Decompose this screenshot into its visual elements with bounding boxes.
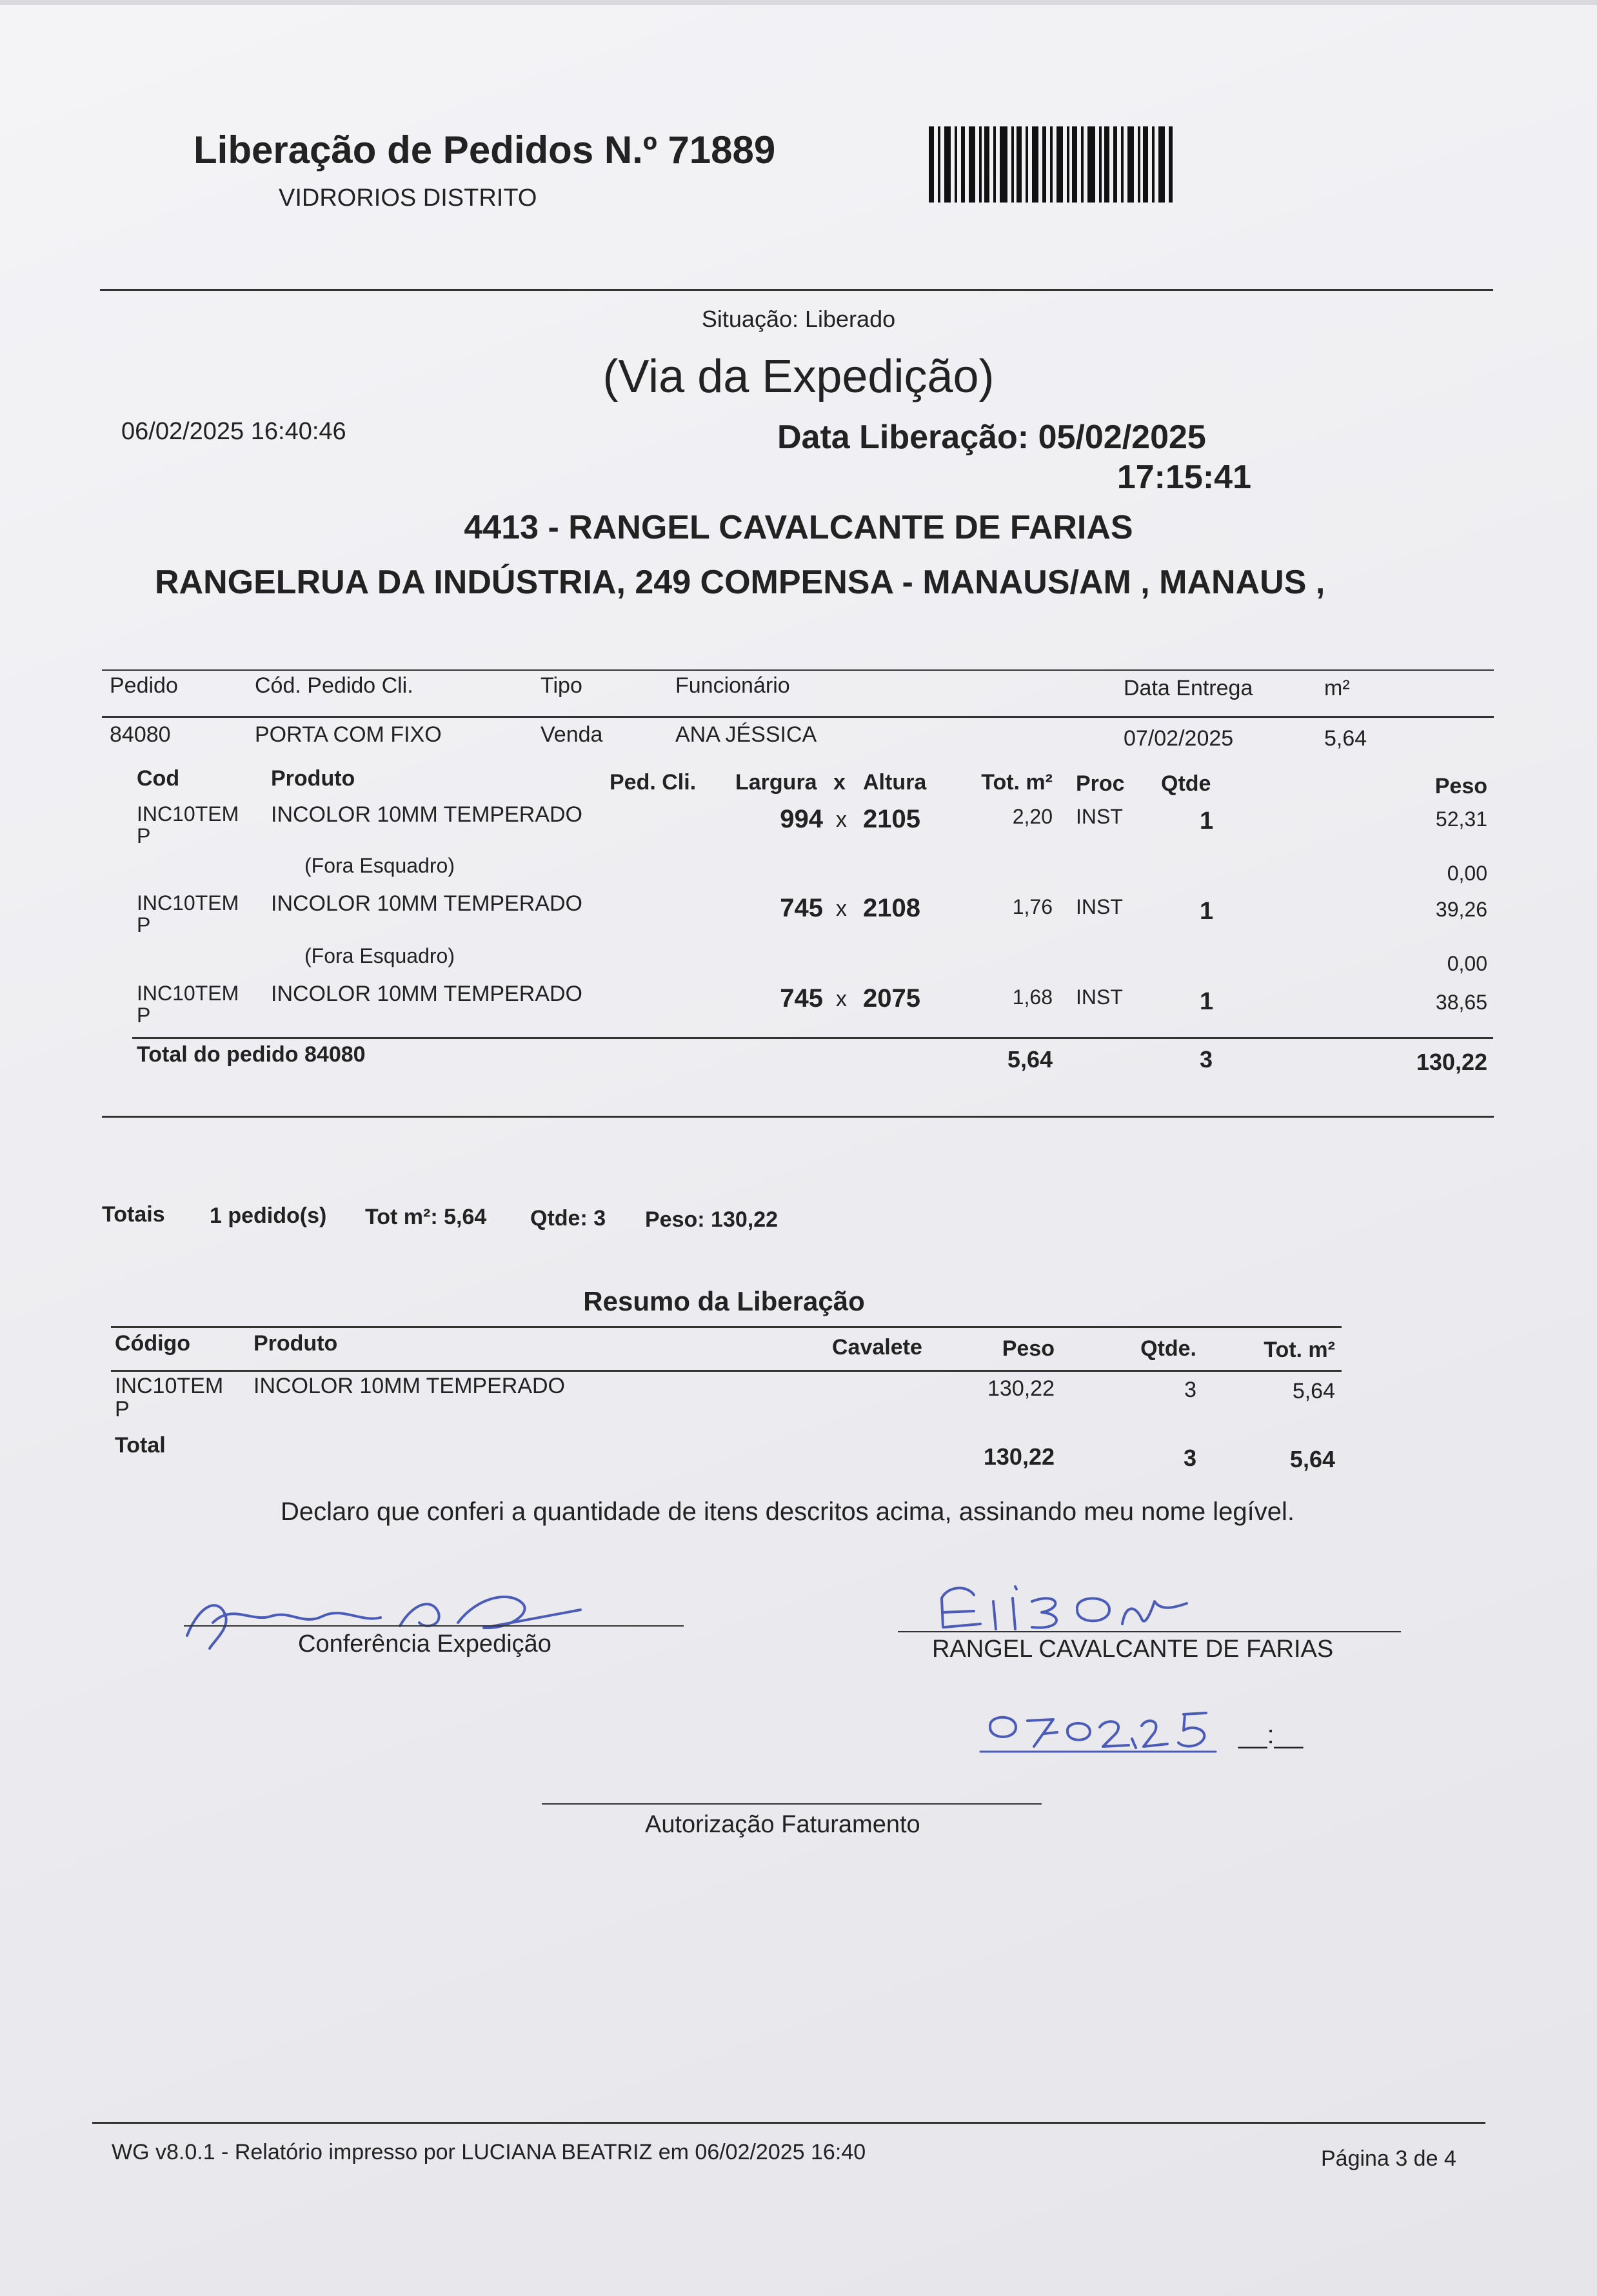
section-divider [102, 1116, 1494, 1118]
item-proc: INST [1076, 805, 1123, 828]
summary-qtde: 3 [1184, 1378, 1196, 1402]
summary-col-tot-m2: Tot. m² [1264, 1338, 1335, 1362]
signature-label-left: Conferência Expedição [298, 1630, 551, 1658]
item-code: INC10TEM [137, 802, 239, 826]
item-col-cod: Cod [137, 766, 180, 791]
item-width: 745 [780, 894, 823, 922]
order-delivery-date: 07/02/2025 [1124, 726, 1234, 751]
footer-divider [92, 2122, 1485, 2124]
order-total-m2: 5,64 [1007, 1046, 1053, 1073]
col-tipo: Tipo [541, 673, 582, 698]
summary-total-qtde: 3 [1183, 1445, 1196, 1471]
order-type: Venda [541, 722, 603, 747]
barcode [929, 126, 1174, 203]
summary-title: Resumo da Liberação [583, 1286, 865, 1316]
print-datetime: 06/02/2025 16:40:46 [121, 418, 346, 445]
summary-header-line [111, 1370, 1342, 1372]
signature-label-right: RANGEL CAVALCANTE DE FARIAS [932, 1636, 1334, 1663]
summary-code-cont: P [115, 1397, 130, 1421]
col-funcionario: Funcionário [675, 673, 790, 698]
time-placeholder: __:__ [1238, 1721, 1304, 1749]
order-table-top [102, 669, 1494, 671]
item-qtde: 1 [1200, 898, 1214, 925]
item-height: 2075 [863, 984, 920, 1013]
item-col-altura: Altura [863, 770, 927, 795]
totals-orders: 1 pedido(s) [210, 1203, 327, 1228]
item-col-x: x [833, 770, 846, 795]
header-divider [100, 289, 1493, 291]
col-data-entrega: Data Entrega [1124, 676, 1253, 700]
item-width: 994 [780, 805, 823, 833]
signature-line-auth [542, 1803, 1042, 1805]
summary-col-peso: Peso [1002, 1336, 1055, 1361]
release-date: Data Liberação: 05/02/2025 [777, 419, 1206, 456]
client-name: 4413 - RANGEL CAVALCANTE DE FARIAS [464, 509, 1133, 546]
order-client-code: PORTA COM FIXO [255, 722, 442, 747]
col-pedido: Pedido [110, 673, 178, 698]
item-peso: 52,31 [1435, 807, 1487, 831]
footer-page-number: Página 3 de 4 [1321, 2146, 1456, 2171]
summary-top-line [111, 1326, 1342, 1328]
item-product: INCOLOR 10MM TEMPERADO [271, 891, 583, 916]
item-col-qtde: Qtde [1161, 771, 1211, 796]
item-code: INC10TEM [137, 891, 239, 915]
item-tot-m2: 2,20 [1012, 805, 1053, 828]
item-note-peso: 0,00 [1447, 952, 1487, 975]
item-code: INC10TEM [137, 982, 239, 1005]
summary-total-tot-m2: 5,64 [1289, 1446, 1335, 1472]
item-note: (Fora Esquadro) [304, 854, 455, 877]
item-x: x [836, 807, 847, 832]
item-col-largura: Largura [735, 770, 817, 795]
item-code-cont: P [137, 913, 151, 936]
order-employee: ANA JÉSSICA [675, 722, 817, 747]
order-table-header-line [102, 716, 1494, 718]
copy-type: (Via da Expedição) [602, 351, 995, 402]
item-col-peso: Peso [1434, 774, 1487, 798]
item-peso: 38,65 [1435, 991, 1487, 1014]
item-code-cont: P [137, 824, 151, 847]
item-qtde: 1 [1200, 988, 1214, 1015]
item-tot-m2: 1,68 [1012, 985, 1053, 1009]
order-total-qtde: 3 [1200, 1046, 1213, 1073]
summary-peso: 130,22 [987, 1376, 1055, 1401]
item-x: x [836, 987, 847, 1011]
totals-m2: Tot m²: 5,64 [365, 1205, 487, 1229]
summary-product: INCOLOR 10MM TEMPERADO [253, 1374, 566, 1398]
summary-col-produto: Produto [253, 1331, 338, 1356]
col-m2: m² [1324, 676, 1350, 700]
declaration-text: Declaro que conferi a quantidade de itens descritos acima, assinando meu nome legível. [281, 1498, 1295, 1526]
summary-total-label: Total [115, 1433, 166, 1458]
item-note: (Fora Esquadro) [304, 944, 455, 967]
order-m2: 5,64 [1324, 726, 1367, 751]
document-page [0, 5, 1597, 2296]
item-product: INCOLOR 10MM TEMPERADO [271, 982, 583, 1006]
totals-peso: Peso: 130,22 [645, 1207, 779, 1232]
summary-tot-m2: 5,64 [1292, 1379, 1335, 1403]
items-total-line [132, 1037, 1493, 1039]
item-note-peso: 0,00 [1447, 862, 1487, 885]
item-height: 2105 [863, 805, 920, 833]
item-proc: INST [1076, 985, 1123, 1009]
summary-col-cavalete: Cavalete [832, 1335, 922, 1360]
totals-qtde: Qtde: 3 [530, 1206, 606, 1231]
item-code-cont: P [137, 1004, 151, 1027]
item-width: 745 [780, 984, 823, 1013]
summary-col-qtde: Qtde. [1140, 1336, 1196, 1361]
totals-label: Totais [102, 1202, 165, 1227]
item-peso: 39,26 [1435, 898, 1487, 921]
signature-elison [929, 1572, 1238, 1637]
item-col-produto: Produto [271, 766, 355, 791]
item-product: INCOLOR 10MM TEMPERADO [271, 802, 583, 827]
signature-line-right [898, 1631, 1401, 1632]
item-col-ped-cli: Ped. Cli. [610, 770, 697, 795]
auth-label: Autorização Faturamento [645, 1811, 920, 1838]
summary-code: INC10TEM [115, 1374, 224, 1398]
item-x: x [836, 896, 847, 921]
item-qtde: 1 [1200, 807, 1214, 835]
company-name: VIDRORIOS DISTRITO [279, 184, 537, 212]
document-title: Liberação de Pedidos N.º 71889 [193, 128, 776, 172]
footer-report-info: WG v8.0.1 - Relatório impresso por LUCIANA BEATRIZ em 06/02/2025 16:40 [112, 2140, 866, 2164]
item-tot-m2: 1,76 [1012, 895, 1053, 918]
summary-col-codigo: Código [115, 1331, 191, 1356]
client-address: RANGELRUA DA INDÚSTRIA, 249 COMPENSA - MANAUS/AM , MANAUS , [155, 564, 1325, 601]
item-height: 2108 [863, 894, 920, 922]
situation-label: Situação: Liberado [701, 306, 896, 332]
release-time: 17:15:41 [1116, 459, 1251, 496]
signature-line-left [184, 1625, 684, 1627]
item-col-tot-m2: Tot. m² [981, 770, 1053, 795]
col-cod-pedido-cli: Cód. Pedido Cli. [255, 673, 413, 698]
summary-total-peso: 130,22 [983, 1443, 1055, 1470]
order-number: 84080 [110, 722, 171, 747]
item-proc: INST [1076, 895, 1123, 918]
order-total-label: Total do pedido 84080 [137, 1042, 366, 1067]
order-total-peso: 130,22 [1416, 1049, 1487, 1075]
item-col-proc: Proc [1076, 771, 1125, 796]
handwritten-date [977, 1695, 1222, 1759]
